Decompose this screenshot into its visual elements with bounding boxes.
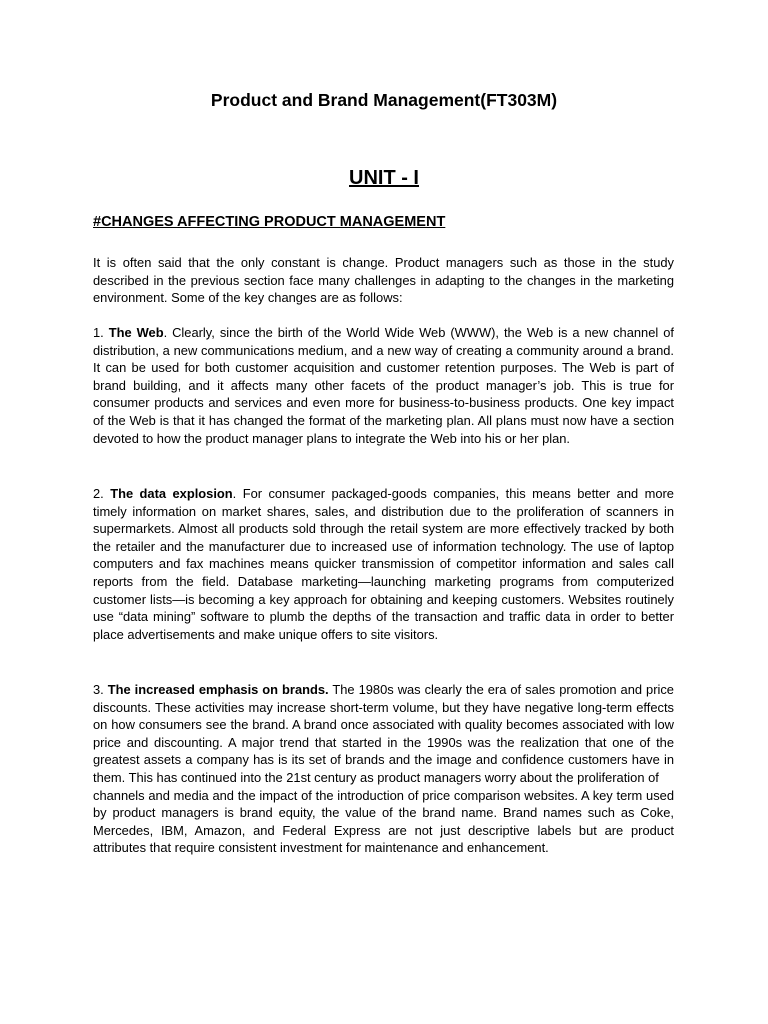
item-heading: The increased emphasis on brands. — [107, 682, 329, 697]
item-data-explosion — [93, 485, 674, 643]
item-number: 3. — [93, 682, 108, 697]
item-number: 1. — [93, 325, 109, 340]
unit-heading: UNIT - I — [349, 167, 419, 189]
item-text-continued: channels and media and the impact of the introduction of price comparison websites. A key term used by product managers is brand equity, the value of the brand name. Brand names such as Coke, Mercedes, IBM, Amazon, and Federal Express are not just descriptive labels but are product attributes that require consistent investment for maintenance and enhancement. — [93, 787, 674, 856]
section-heading: #CHANGES AFFECTING PRODUCT MANAGEMENT — [93, 214, 446, 230]
item-number: 2. — [93, 486, 111, 501]
item-text: The 1980s was clearly the era of sales promotion and price discounts. These activities may increase short-term volume, but they have negative long-term effects on how consumers see the brand. A brand once associated with quality becomes associated with low price and discounting. A major trend that started in the 1990s was the realization that one of the greatest assets a company has is its set of brands and the image and confidence customers have in them. This has continued into the 21st century as product managers worry about the proliferation of — [93, 682, 674, 785]
document-title: Product and Brand Management(FT303M) — [210, 90, 558, 110]
item-emphasis-on-brands — [93, 681, 674, 857]
item-the-web — [93, 324, 674, 447]
item-text: . For consumer packaged-goods companies, this means better and more timely information on market shares, sales, and distribution due to the proliferation of scanners in supermarkets. Almost all products sold through the retail system are more effectively tracked by both the retailer and the manufacturer due to increased use of information technology. The use of laptop computers and fax machines means quicker transmission of competitor information and sales call reports from the field. Database marketing—launching marketing programs from computerized customer lists—is becoming a key approach for obtaining and keeping customers. Websites routinely use “data mining” software to plumb the depths of the transaction and traffic data in order to better place advertisements and make unique offers to site visitors. — [93, 486, 674, 642]
intro-paragraph: It is often said that the only constant is change. Product managers such as those in the study described in the previous section face many challenges in adapting to the changes in the marketing environment. Some of the key changes are as follows: — [93, 255, 674, 306]
item-text: . Clearly, since the birth of the World Wide Web (WWW), the Web is a new channel of distribution, a new communications medium, and a new way of creating a community around a brand. It can be used for both customer acquisition and customer retention purposes. The Web is part of brand building, and it affects many other facets of the product manager’s job. This is true for consumer products and services and even more for business-to-business products. One key impact of the Web is that it has changed the format of the marketing plan. All plans must now have a section devoted to how the product manager plans to integrate the Web into his or her plan. — [93, 325, 674, 446]
item-heading: The data explosion — [110, 486, 233, 501]
item-heading: The Web — [108, 325, 164, 340]
